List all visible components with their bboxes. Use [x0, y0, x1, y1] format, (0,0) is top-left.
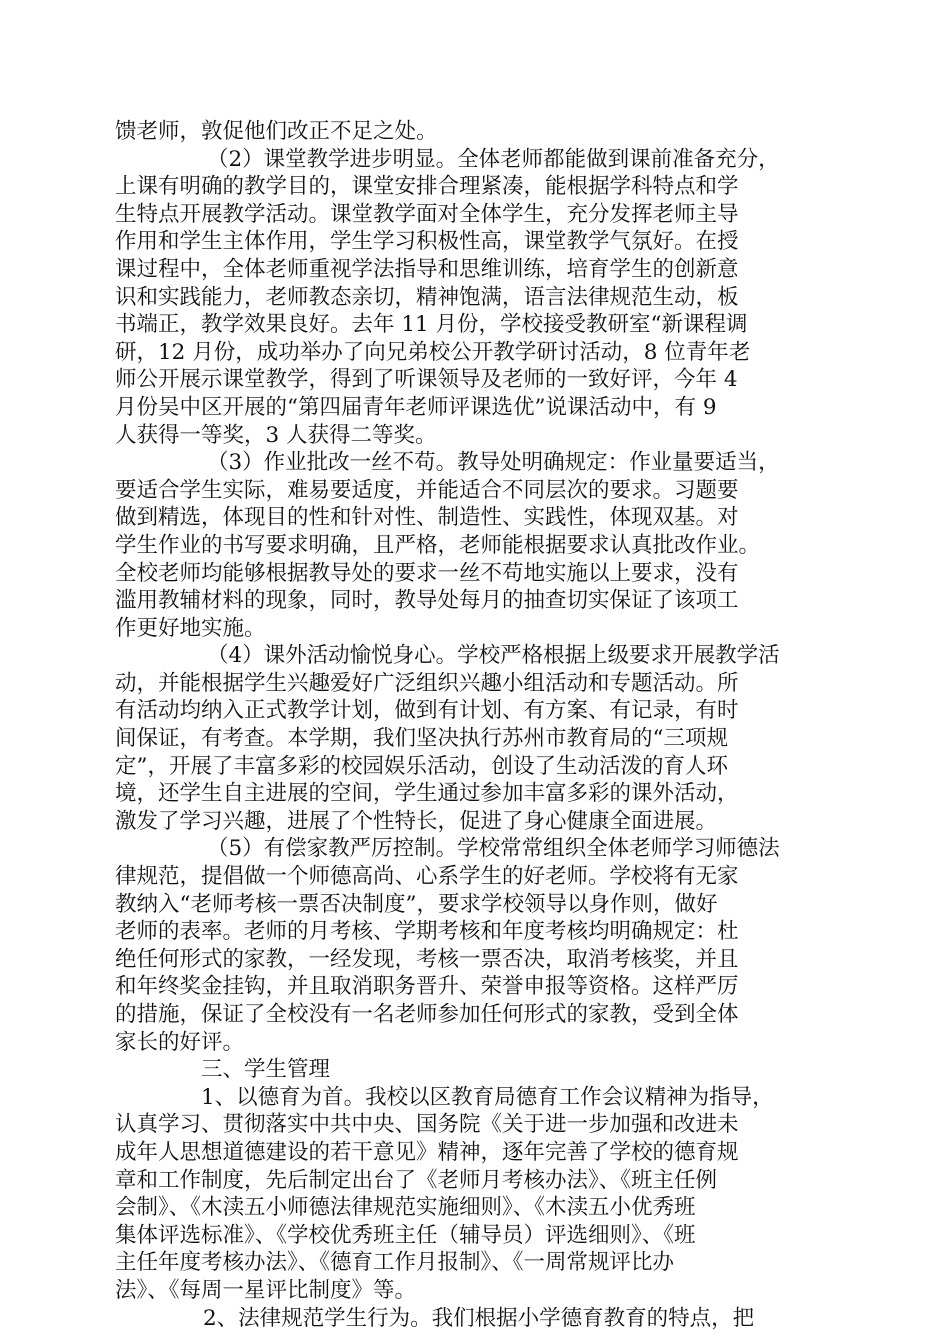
text-line: 绝任何形式的家教，一经发现，考核一票否决，取消考核奖，并且: [115, 946, 739, 972]
text-line: 书端正，教学效果良好。去年 11 月份，学校接受教研室“新课程调: [115, 312, 748, 338]
text-line: 家长的好评。: [115, 1029, 245, 1055]
text-line: 人获得一等奖，3 人获得二等奖。: [115, 422, 437, 448]
paragraph-behavior-heading: 2、法律规范学生行为。我们根据小学德育教育的特点，把: [203, 1305, 755, 1331]
text-line: 馈老师，敦促他们改正不足之处。: [115, 119, 438, 144]
text-line: 全校老师均能够根据教导处的要求一丝不苟地实施以上要求，没有: [115, 560, 739, 586]
text-line: 激发了学习兴趣，进展了个性特长，促进了身心健康全面进展。: [115, 808, 718, 834]
text-line: 认真学习、贯彻落实中共中央、国务院《关于进一步加强和改进未: [115, 1112, 739, 1138]
paragraph-3-heading: （3）作业批改一丝不苟。教导处明确规定：作业量要适当，: [207, 450, 780, 476]
text-line: 动，并能根据学生兴趣爱好广泛组织兴趣小组活动和专题活动。所: [115, 670, 739, 696]
text-line: 和年终奖金挂钩，并且取消职务晋升、荣誉申报等资格。这样严厉: [115, 974, 739, 1000]
paragraph-4-heading: （4）课外活动愉悦身心。学校严格根据上级要求开展教学活: [207, 643, 780, 669]
text-line: 章和工作制度，先后制定出台了《老师月考核办法》、《班主任例: [115, 1167, 718, 1193]
text-line: 间保证，有考查。本学期，我们坚决执行苏州市教育局的“三项规: [115, 726, 728, 752]
text-line: 研，12 月份，成功举办了向兄弟校公开教学研讨活动，8 位青年老: [115, 339, 751, 365]
text-line: 生特点开展教学活动。课堂教学面对全体学生，充分发挥老师主导: [115, 201, 739, 227]
text-line: 识和实践能力，老师教态亲切，精神饱满，语言法律规范生动，板: [115, 284, 739, 310]
text-line: 定”，开展了丰富多彩的校园娱乐活动，创设了生动活泼的育人环: [115, 753, 728, 779]
text-line: 律规范，提倡做一个师德高尚、心系学生的好老师。学校将有无家: [115, 864, 739, 890]
text-line: 月份吴中区开展的“第四届青年老师评课选优”说课活动中，有 9: [115, 394, 717, 420]
text-line: 要适合学生实际，难易要适度，并能适合不同层次的要求。习题要: [115, 477, 739, 503]
text-line: 作更好地实施。: [115, 615, 266, 641]
text-line: 上课有明确的教学目的，课堂安排合理紧凑，能根据学科特点和学: [115, 174, 739, 200]
paragraph-2-heading: （2）课堂教学进步明显。全体老师都能做到课前准备充分，: [207, 146, 780, 172]
text-line: 会制》、《木渎五小师德法律规范实施细则》、《木渎五小优秀班: [115, 1195, 696, 1221]
text-line: 有活动均纳入正式教学计划，做到有计划、有方案、有记录，有时: [115, 698, 739, 724]
text-line: 教纳入“老师考核一票否决制度”，要求学校领导以身作则，做好: [115, 891, 718, 917]
text-line: 主任年度考核办法》、《德育工作月报制》、《一周常规评比办: [115, 1250, 675, 1276]
text-line: 滥用教辅材料的现象，同时，教导处每月的抽查切实保证了该项工: [115, 588, 739, 614]
section-heading-student-management: 三、学生管理: [201, 1057, 331, 1083]
text-line: 学生作业的书写要求明确，且严格，老师能根据要求认真批改作业。: [115, 532, 761, 558]
text-line: 课过程中，全体老师重视学法指导和思维训练，培育学生的创新意: [115, 256, 739, 282]
text-line: 的措施，保证了全校没有一名老师参加任何形式的家教，受到全体: [115, 1002, 739, 1027]
text-line: 做到精选，体现目的性和针对性、制造性、实践性，体现双基。对: [115, 505, 739, 531]
text-line: 师公开展示课堂教学，得到了听课领导及老师的一致好评，今年 4: [115, 367, 738, 393]
text-line: 作用和学生主体作用，学生学习积极性高，课堂教学气氛好。在授: [115, 229, 739, 255]
text-line: 老师的表率。老师的月考核、学期考核和年度考核均明确规定：杜: [115, 919, 739, 945]
paragraph-moral-education-heading: 1、以德育为首。我校以区教育局德育工作会议精神为指导，: [201, 1084, 774, 1110]
text-line: 法》、《每周一星评比制度》等。: [115, 1277, 417, 1303]
text-line: 成年人思想道德建设的若干意见》精神，逐年完善了学校的德育规: [115, 1139, 739, 1165]
paragraph-5-heading: （5）有偿家教严厉控制。学校常常组织全体老师学习师德法: [207, 836, 780, 862]
text-line: 境，还学生自主进展的空间，学生通过参加丰富多彩的课外活动，: [115, 781, 739, 807]
document-body: [115, 118, 815, 1332]
text-line: 集体评选标准》、《学校优秀班主任（辅导员）评选细则》、《班: [115, 1222, 696, 1248]
